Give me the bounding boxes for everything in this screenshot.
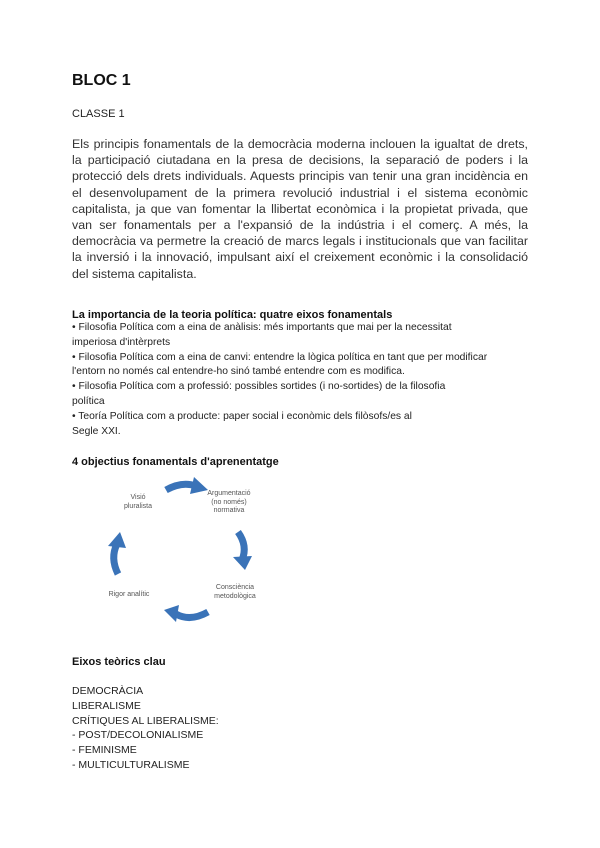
- section-heading-objectives: 4 objectius fonamentals d'aprenentatge: [72, 456, 279, 468]
- importance-bullet-list: [72, 321, 532, 439]
- cycle-node-analytical-rigor: Rigor analític: [108, 591, 150, 598]
- bullet-line: • Filosofia Política com a eina de anàlisis: més importants que mai per la necessitat: [72, 322, 452, 333]
- bullet-line: • Filosofia Política com a professió: possibles sortides (i no-sortides) de la filosofia: [72, 381, 446, 393]
- bullet-line: l'entorn no només cal entendre-ho sinó també entendre com es modifica.: [72, 366, 405, 378]
- section-heading-key-axes: Eixos teòrics clau: [72, 656, 166, 668]
- cycle-node-methodological-awareness: Consciència metodològica: [214, 584, 256, 600]
- class-label: CLASSE 1: [72, 108, 125, 120]
- key-axes-list: [72, 684, 219, 773]
- page-title: BLOC 1: [72, 72, 131, 89]
- learning-cycle-diagram: [90, 472, 290, 632]
- bullet-line: imperiosa d'intèrprets: [72, 336, 171, 348]
- bullet-line: • Teoría Política com a producte: paper social i econòmic dels filòsofs/es al: [72, 410, 412, 422]
- bullet-line: política: [72, 395, 105, 407]
- list-item: - MULTICULTURALISME: [72, 758, 190, 771]
- list-item: - FEMINISME: [72, 744, 137, 757]
- list-item: LIBERALISME: [72, 699, 141, 712]
- cycle-node-pluralist-vision: Visió pluralista: [123, 494, 152, 510]
- arrow-up-icon: [108, 532, 126, 574]
- cycle-node-argumentation: Argumentació (no només) normativa: [207, 490, 251, 514]
- section-heading-importance: La importancia de la teoria política: quatre eixos fonamentals: [72, 309, 393, 321]
- bullet-line: Segle XXI.: [72, 425, 121, 437]
- list-item: - POST/DECOLONIALISME: [72, 729, 204, 742]
- arrow-left-icon: [164, 605, 208, 622]
- list-item: DEMOCRÀCIA: [72, 685, 144, 697]
- bullet-line: • Filosofia Política com a eina de canvi: entendre la lògica política en tant que per modificar: [72, 351, 488, 363]
- list-item: CRÍTIQUES AL LIBERALISME:: [72, 714, 219, 727]
- intro-paragraph: Els principis fonamentals de la democràcia moderna inclouen la igualtat de drets, la participació ciutadana en la presa de decisions, la separació de poders i la protecció dels drets individuals. Aquests principis van tenir una gran incidència en el desenvolupament de la primera revolució industrial i el sistema econòmic capitalista, ja que van fomentar la llibertat econòmica i la propietat privada, que van ser fonamentals per a l'expansió de la indústria i el comerç. A més, la democràcia va permetre la creació de marcs legals i institucionals que van facilitar la inversió i la innovació, impulsant així el creixement econòmic i la consolidació del sistema capitalista.: [72, 137, 528, 281]
- arrow-down-icon: [233, 532, 252, 570]
